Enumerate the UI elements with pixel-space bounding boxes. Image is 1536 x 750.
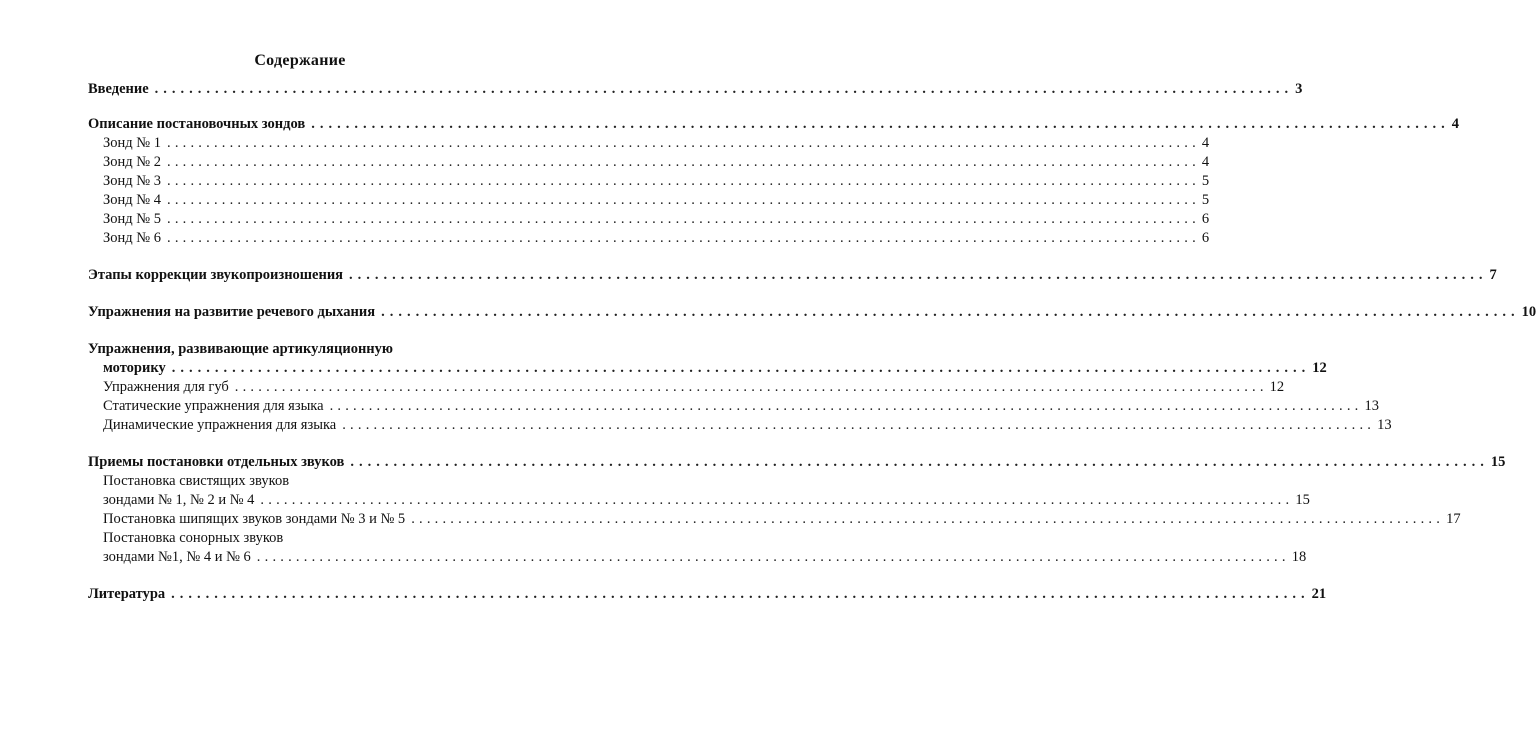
- toc-entry-whistling[interactable]: [88, 491, 1310, 510]
- dot-leader: ....................................................................................................................................: [311, 116, 1450, 132]
- toc-entry-probe-2[interactable]: [88, 153, 1210, 172]
- toc-page-number: 17: [1446, 511, 1461, 527]
- toc-entry-probes[interactable]: [88, 115, 1459, 134]
- dot-leader: ....................................................................................................................................: [154, 81, 1294, 97]
- toc-page-number: 4: [1201, 135, 1210, 151]
- dot-leader: ....................................................................................................................................: [329, 398, 1363, 414]
- toc-entry-label: Зонд № 3: [103, 173, 161, 189]
- toc-page-number: 4: [1451, 116, 1459, 132]
- toc-entry-label: Статические упражнения для языка: [103, 398, 324, 414]
- dot-leader: ....................................................................................................................................: [350, 454, 1489, 470]
- toc-entry-sonorant-line-1[interactable]: Постановка сонорных звуков: [103, 530, 284, 546]
- toc-entry-label: Введение: [88, 81, 149, 97]
- toc-page-number: 6: [1201, 211, 1210, 227]
- toc-entry-intro[interactable]: [88, 80, 1303, 99]
- toc-entry-label: Постановка шипящих звуков зондами № 3 и № 5: [103, 511, 406, 527]
- toc-entry-label: Динамические упражнения для языка: [103, 417, 337, 433]
- dot-leader: ....................................................................................................................................: [349, 267, 1488, 283]
- toc-entry-dynamic[interactable]: [88, 416, 1392, 435]
- toc-entry-label: Литература: [88, 586, 166, 602]
- toc-entry-label: Зонд № 1: [103, 135, 161, 151]
- toc-entry-stages[interactable]: [88, 266, 1497, 285]
- toc-page-number: 13: [1377, 417, 1392, 433]
- dot-leader: ....................................................................................................................................: [167, 211, 1200, 227]
- toc-entry-lips[interactable]: [88, 378, 1285, 397]
- toc-page-number: 5: [1201, 192, 1210, 208]
- toc-entry-motor[interactable]: [88, 359, 1327, 378]
- toc-page-number: 12: [1269, 379, 1285, 395]
- dot-leader: ....................................................................................................................................: [411, 511, 1445, 527]
- toc-entry-label: Зонд № 4: [103, 192, 161, 208]
- toc-entry-breathing[interactable]: [88, 303, 1536, 322]
- dot-leader: ....................................................................................................................................: [167, 230, 1200, 246]
- dot-leader: ....................................................................................................................................: [167, 173, 1200, 189]
- toc-page-number: 15: [1295, 492, 1310, 508]
- toc-entry-label: Зонд № 6: [103, 230, 161, 246]
- dot-leader: ....................................................................................................................................: [167, 154, 1200, 170]
- toc-entry-probe-5[interactable]: [88, 210, 1210, 229]
- toc-page-number: 4: [1201, 154, 1210, 170]
- toc-page-number: 15: [1490, 454, 1506, 470]
- dot-leader: ....................................................................................................................................: [381, 304, 1520, 320]
- toc-page-number: 12: [1312, 360, 1327, 376]
- toc-entry-static[interactable]: [88, 397, 1379, 416]
- toc-entry-probe-6[interactable]: [88, 229, 1210, 248]
- toc-entry-motor-line-1[interactable]: Упражнения, развивающие артикуляционную: [88, 341, 393, 357]
- toc-entry-label: зондами № 1, № 2 и № 4: [103, 492, 255, 508]
- toc-entry-methods[interactable]: [88, 453, 1506, 472]
- dot-leader: ....................................................................................................................................: [234, 379, 1268, 395]
- toc-entry-label: Приемы постановки отдельных звуков: [88, 454, 345, 470]
- toc-entry-label: моторику: [103, 360, 166, 376]
- page-title: Содержание: [254, 52, 346, 69]
- toc-entry-label: зондами №1, № 4 и № 6: [103, 549, 251, 565]
- dot-leader: ....................................................................................................................................: [167, 135, 1200, 151]
- toc-entry-sonorant[interactable]: [88, 548, 1307, 567]
- toc-entry-hissing[interactable]: [88, 510, 1461, 529]
- toc-page-number: 18: [1291, 549, 1307, 565]
- dot-leader: ....................................................................................................................................: [342, 417, 1376, 433]
- dot-leader: ....................................................................................................................................: [167, 192, 1200, 208]
- dot-leader: ....................................................................................................................................: [171, 586, 1310, 602]
- toc-page-number: 5: [1201, 173, 1210, 189]
- dot-leader: ....................................................................................................................................: [260, 492, 1294, 508]
- toc-entry-label: Упражнения на развитие речевого дыхания: [88, 304, 376, 320]
- toc-entry-literature[interactable]: [88, 585, 1327, 604]
- toc-page-number: 10: [1521, 304, 1536, 320]
- toc-entry-probe-3[interactable]: [88, 172, 1210, 191]
- toc-page-number: 13: [1364, 398, 1379, 414]
- toc-page-number: 7: [1489, 267, 1497, 283]
- toc-entry-label: Этапы коррекции звукопроизношения: [88, 267, 344, 283]
- dot-leader: ....................................................................................................................................: [256, 549, 1290, 565]
- toc-entry-label: Описание постановочных зондов: [88, 116, 306, 132]
- toc-page-number: 3: [1295, 81, 1303, 97]
- toc-entry-probe-4[interactable]: [88, 191, 1210, 210]
- toc-page-number: 21: [1311, 586, 1327, 602]
- toc-entry-probe-1[interactable]: [88, 134, 1210, 153]
- toc-entry-label: Зонд № 5: [103, 211, 161, 227]
- toc-entry-label: Упражнения для губ: [103, 379, 229, 395]
- toc-entry-whistling-line-1[interactable]: Постановка свистящих звуков: [103, 473, 290, 489]
- table-of-contents: [88, 80, 1536, 604]
- dot-leader: ....................................................................................................................................: [171, 360, 1311, 376]
- toc-entry-label: Зонд № 2: [103, 154, 161, 170]
- toc-page-number: 6: [1201, 230, 1210, 246]
